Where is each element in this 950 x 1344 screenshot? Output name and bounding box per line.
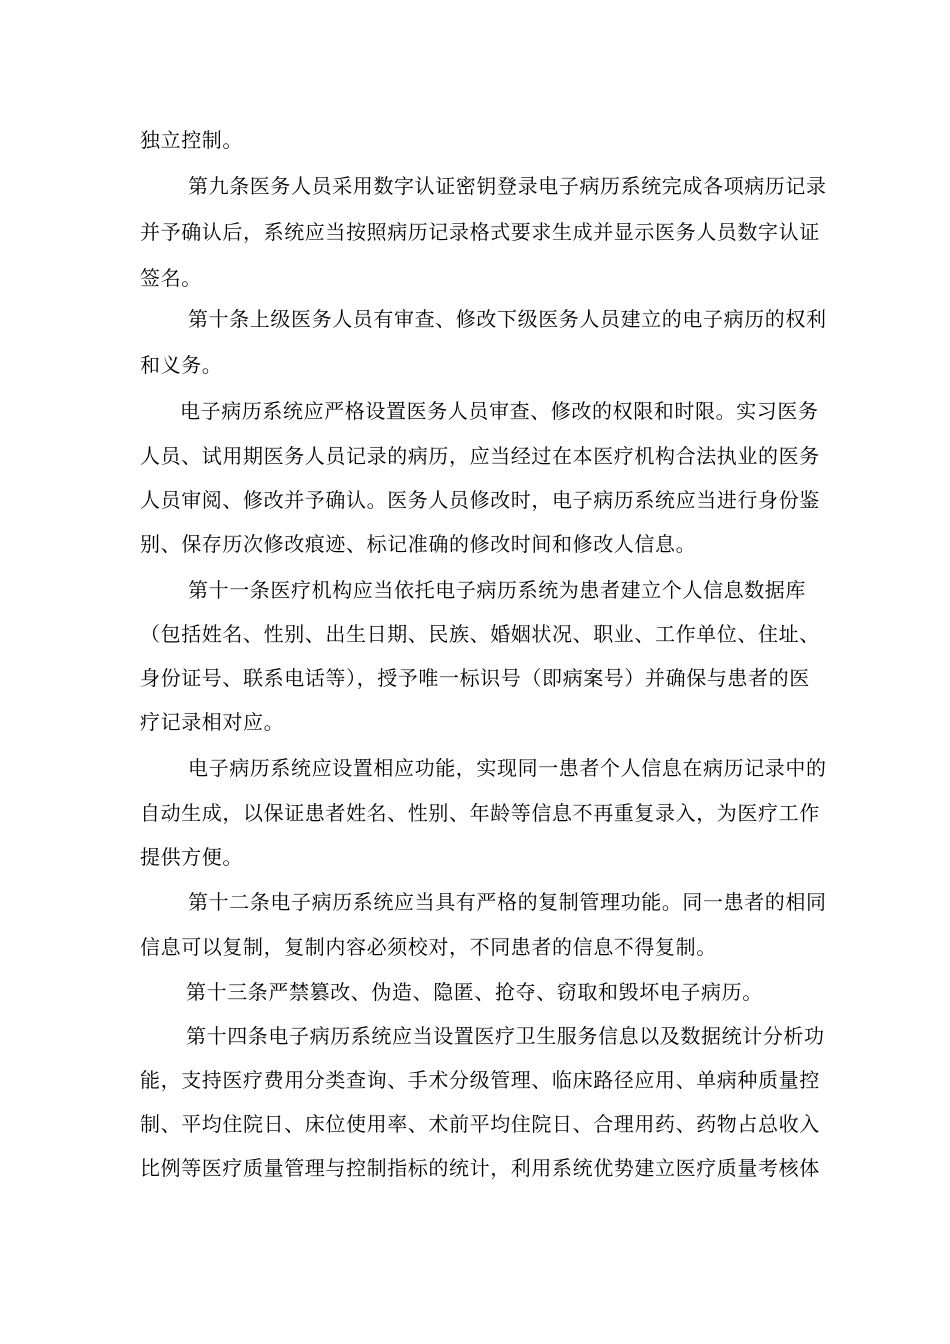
text-line: 信息可以复制，复制内容必须校对，不同患者的信息不得复制。 — [140, 935, 717, 959]
text-line: 签名。 — [140, 266, 202, 290]
text-line: 制、平均住院日、床位使用率、术前平均住院日、合理用药、药物占总收入 — [140, 1112, 820, 1136]
text-line: 第十二条电子病历系统应当具有严格的复制管理功能。同一患者的相同 — [188, 890, 827, 914]
text-line: 能，支持医疗费用分类查询、手术分级管理、临床路径应用、单病种质量控 — [140, 1068, 820, 1092]
text-line: （包括姓名、性别、出生日期、民族、婚姻状况、职业、工作单位、住址、 — [140, 622, 820, 646]
text-line: 并予确认后，系统应当按照病历记录格式要求生成并显示医务人员数字认证 — [140, 220, 820, 244]
text-line: 第九条医务人员采用数字认证密钥登录电子病历系统完成各项病历记录 — [188, 174, 827, 198]
text-line: 自动生成，以保证患者姓名、性别、年龄等信息不再重复录入，为医疗工作 — [140, 801, 820, 825]
text-line: 和义务。 — [140, 353, 223, 377]
text-line: 第十一条医疗机构应当依托电子病历系统为患者建立个人信息数据库 — [188, 578, 806, 602]
text-line: 提供方便。 — [140, 845, 243, 869]
text-line: 电子病历系统应设置相应功能，实现同一患者个人信息在病历记录中的 — [188, 756, 827, 780]
text-line: 别、保存历次修改痕迹、标记准确的修改时间和修改人信息。 — [140, 532, 697, 556]
text-line: 人员审阅、修改并予确认。医务人员修改时，电子病历系统应当进行身份鉴 — [140, 488, 820, 512]
text-line: 身份证号、联系电话等），授予唯一标识号（即病案号）并确保与患者的医 — [140, 666, 810, 690]
text-line: 疗记录相对应。 — [140, 710, 285, 734]
text-line: 人员、试用期医务人员记录的病历，应当经过在本医疗机构合法执业的医务 — [140, 444, 820, 468]
text-line: 第十条上级医务人员有审查、修改下级医务人员建立的电子病历的权利 — [188, 307, 827, 331]
text-line: 第十四条电子病历系统应当设置医疗卫生服务信息以及数据统计分析功 — [186, 1024, 825, 1048]
text-line: 独立控制。 — [140, 128, 243, 152]
text-line: 电子病历系统应严格设置医务人员审查、修改的权限和时限。实习医务 — [180, 399, 819, 423]
text-line: 比例等医疗质量管理与控制指标的统计，利用系统优势建立医疗质量考核体 — [140, 1156, 820, 1180]
text-line: 第十三条严禁篡改、伪造、隐匿、抢夺、窃取和毁坏电子病历。 — [186, 980, 763, 1004]
